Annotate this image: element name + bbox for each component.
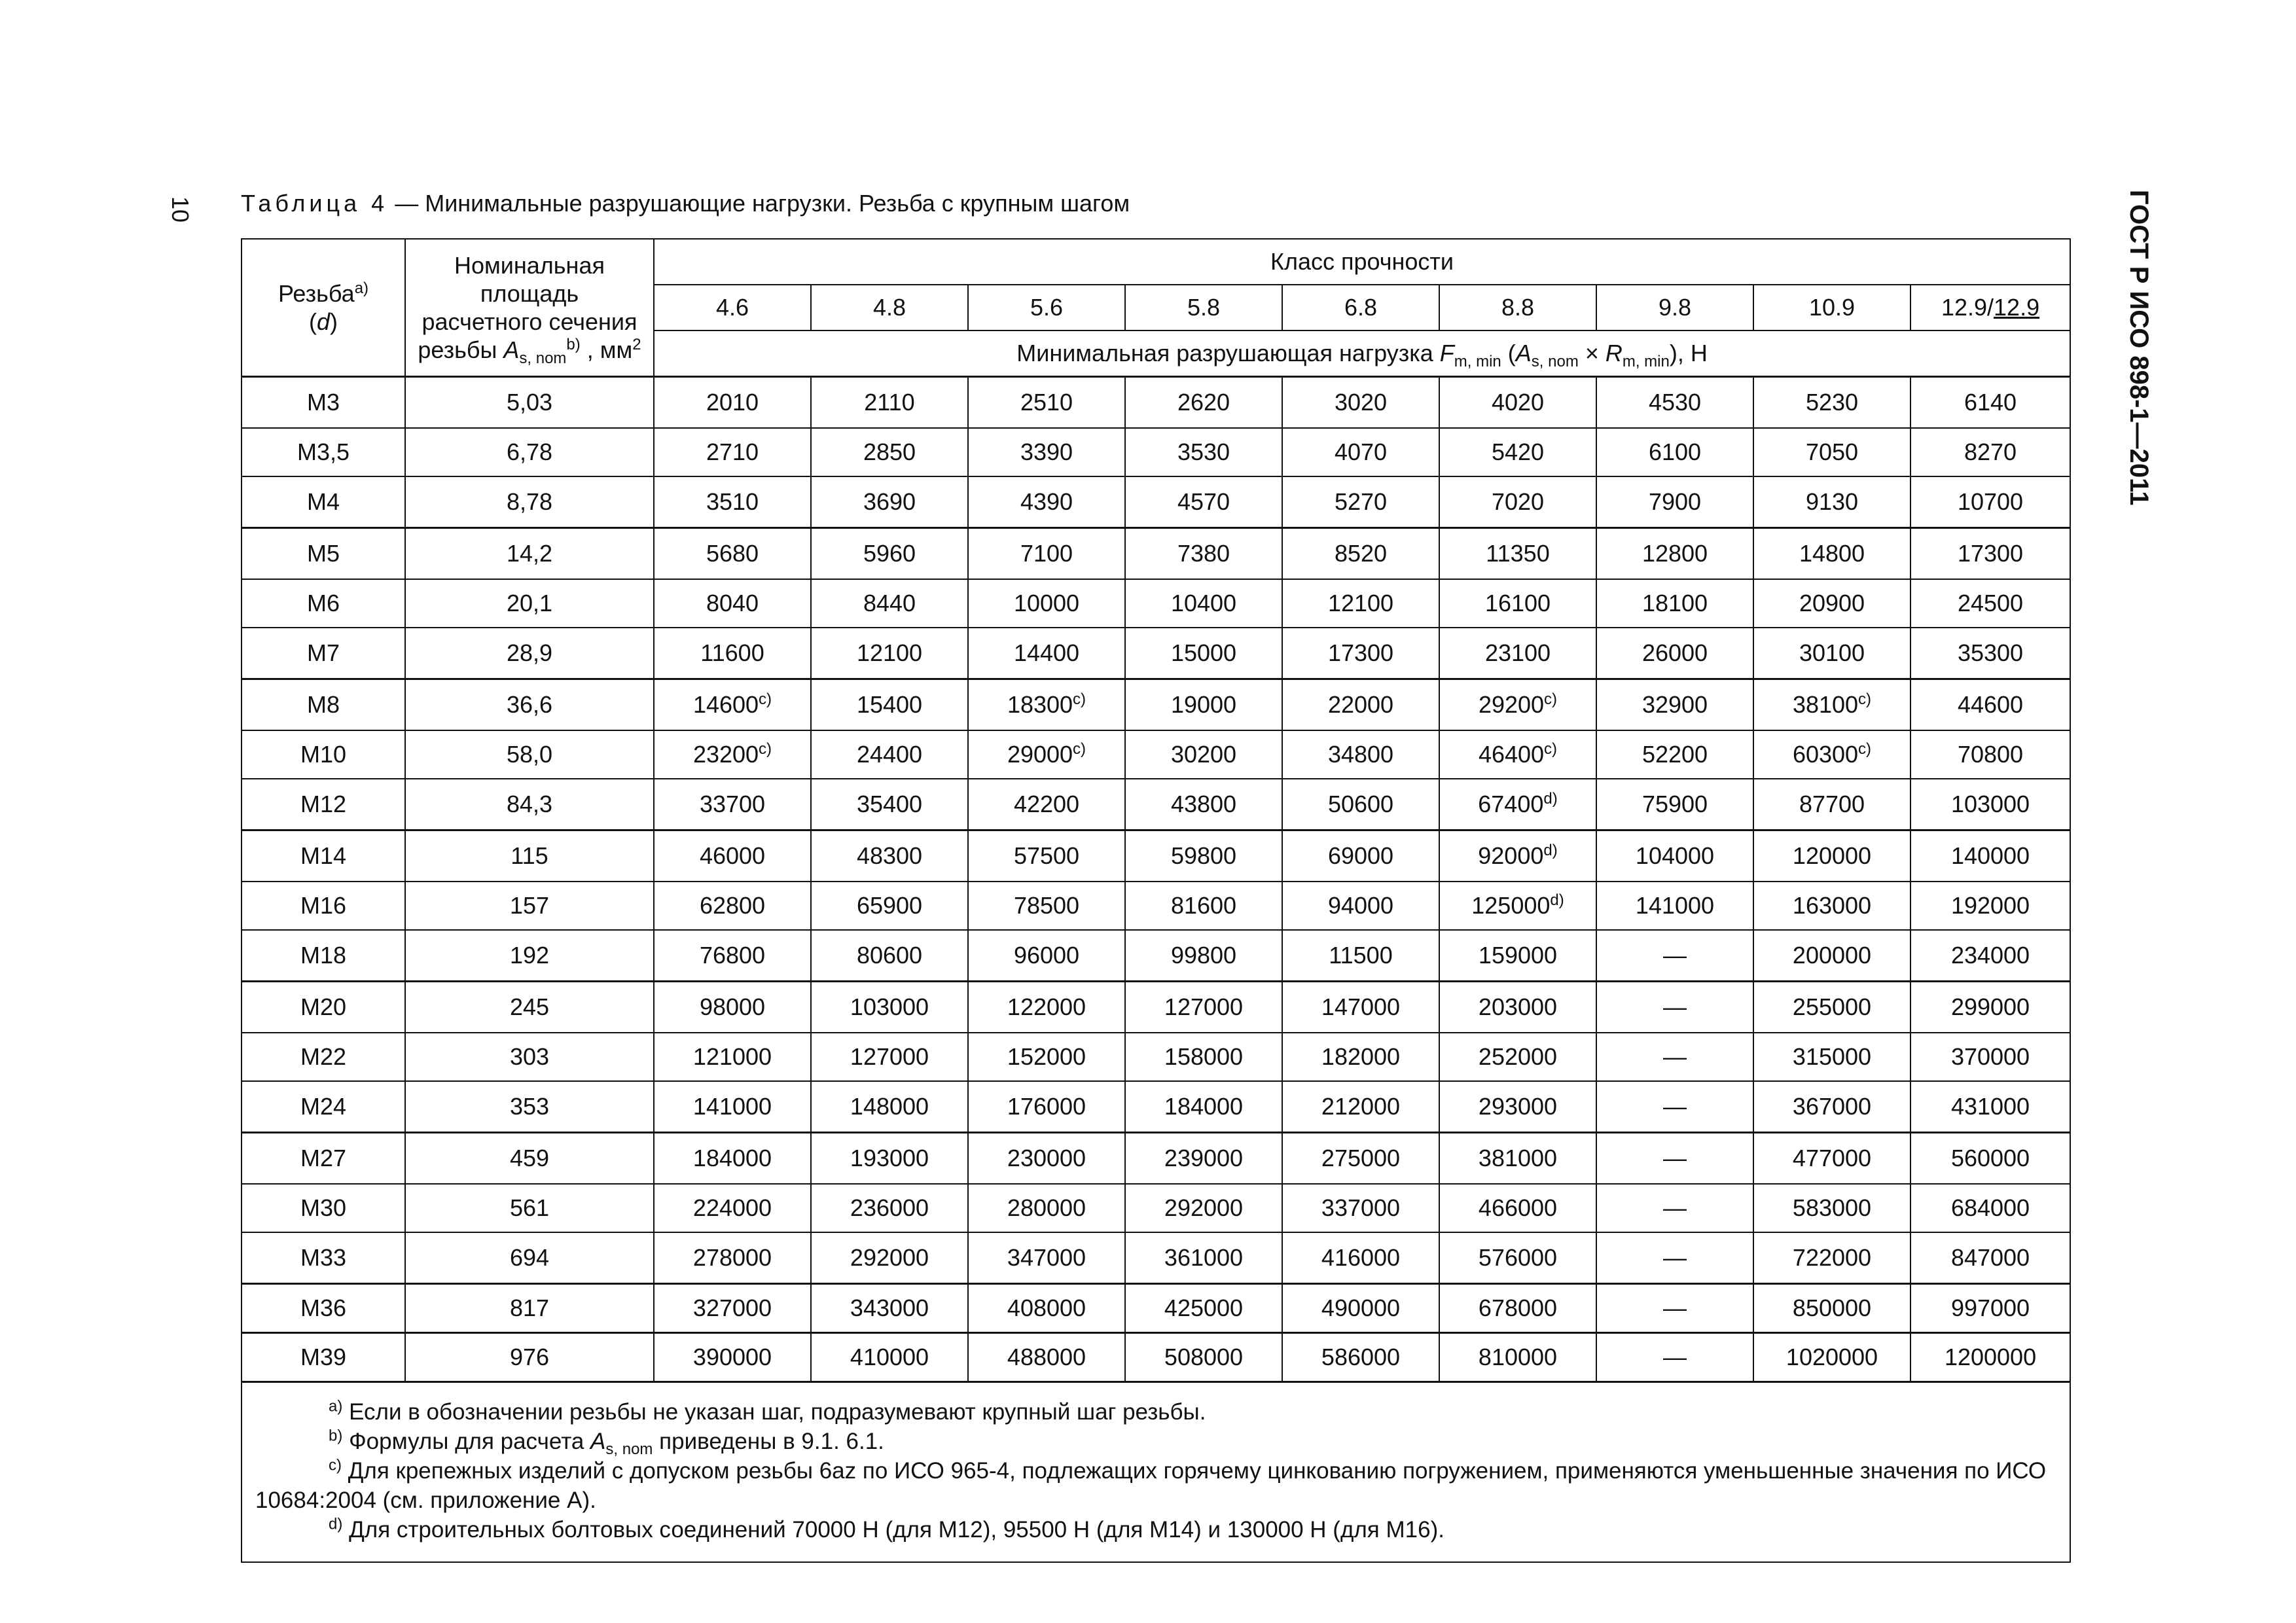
load-cell: 9130 — [1753, 476, 1910, 528]
load-cell: 44600 — [1910, 679, 2070, 731]
class-cell: 4.8 — [811, 285, 968, 330]
load-cell: 347000 — [968, 1232, 1125, 1284]
load-cell: 141000 — [1596, 882, 1753, 930]
load-cell: 33700 — [654, 779, 811, 830]
load-cell: 1020000 — [1753, 1333, 1910, 1382]
load-cell: 293000 — [1439, 1081, 1596, 1133]
load-cell: 34800 — [1282, 730, 1439, 779]
table-row — [242, 377, 2070, 429]
thread-cell: M36 — [242, 1284, 405, 1333]
load-cell: 847000 — [1910, 1232, 2070, 1284]
area-cell: 459 — [405, 1133, 654, 1185]
load-cell: 17300 — [1910, 528, 2070, 580]
load-cell: 70800 — [1910, 730, 2070, 779]
load-cell: 508000 — [1125, 1333, 1282, 1382]
table-row — [242, 628, 2070, 679]
load-cell: 152000 — [968, 1033, 1125, 1081]
load-cell: 3390 — [968, 428, 1125, 476]
load-cell: 42200 — [968, 779, 1125, 830]
load-cell: 850000 — [1753, 1284, 1910, 1333]
area-cell: 245 — [405, 982, 654, 1033]
thread-cell: M30 — [242, 1184, 405, 1232]
area-cell: 976 — [405, 1333, 654, 1382]
load-cell: 431000 — [1910, 1081, 2070, 1133]
load-cell: 230000 — [968, 1133, 1125, 1185]
area-cell: 353 — [405, 1081, 654, 1133]
load-cell: — — [1596, 1133, 1753, 1185]
load-cell: 20900 — [1753, 579, 1910, 628]
load-cell: 52200 — [1596, 730, 1753, 779]
load-cell: 46400$^{c)}$ — [1439, 730, 1596, 779]
load-cell: 38100$^{c)}$ — [1753, 679, 1910, 731]
load-cell: — — [1596, 1333, 1753, 1382]
load-cell: 127000 — [1125, 982, 1282, 1033]
caption-label: Таблица 4 — [241, 190, 389, 217]
load-cell: 15400 — [811, 679, 968, 731]
area-cell: 58,0 — [405, 730, 654, 779]
table-header — [242, 239, 2070, 377]
load-cell: 12100 — [811, 628, 968, 679]
load-cell: 103000 — [1910, 779, 2070, 830]
thread-header: Резьба$^{a)}$ (d) — [242, 239, 405, 377]
load-cell: 337000 — [1282, 1184, 1439, 1232]
load-cell: 6100 — [1596, 428, 1753, 476]
load-cell: 67400$^{d)}$ — [1439, 779, 1596, 830]
load-cell: 182000 — [1282, 1033, 1439, 1081]
load-cell: 5230 — [1753, 377, 1910, 429]
load-cell: 60300$^{c)}$ — [1753, 730, 1910, 779]
table-row — [242, 579, 2070, 628]
load-cell: 7020 — [1439, 476, 1596, 528]
table-row — [242, 730, 2070, 779]
thread-cell: M7 — [242, 628, 405, 679]
table-row — [242, 679, 2070, 731]
note-a: $^{a)}$ Если в обозначении резьбы не указан шаг, подразумевают крупный шаг резьбы. — [329, 1397, 1206, 1425]
table-row — [242, 1081, 2070, 1133]
load-cell: 94000 — [1282, 882, 1439, 930]
load-cell: 11500 — [1282, 930, 1439, 982]
load-cell: 5270 — [1282, 476, 1439, 528]
load-cell: 16100 — [1439, 579, 1596, 628]
load-cell: 12800 — [1596, 528, 1753, 580]
load-cell: 14400 — [968, 628, 1125, 679]
thread-cell: M22 — [242, 1033, 405, 1081]
area-cell: 694 — [405, 1232, 654, 1284]
load-cell: 3020 — [1282, 377, 1439, 429]
table-row — [242, 930, 2070, 982]
load-cell: 8520 — [1282, 528, 1439, 580]
load-cell: 1200000 — [1910, 1333, 2070, 1382]
load-cell: 239000 — [1125, 1133, 1282, 1185]
load-cell: 35300 — [1910, 628, 2070, 679]
caption-title: Минимальные разрушающие нагрузки. Резьба с крупным шагом — [425, 190, 1130, 217]
class-cell: 5.6 — [968, 285, 1125, 330]
thread-cell: M20 — [242, 982, 405, 1033]
table-caption — [241, 190, 1130, 217]
load-cell: 381000 — [1439, 1133, 1596, 1185]
load-cell: 367000 — [1753, 1081, 1910, 1133]
area-cell: 192 — [405, 930, 654, 982]
load-cell: 10700 — [1910, 476, 2070, 528]
load-cell: 576000 — [1439, 1232, 1596, 1284]
table-row — [242, 830, 2070, 882]
load-cell: 15000 — [1125, 628, 1282, 679]
table-row — [242, 476, 2070, 528]
load-cell: 3690 — [811, 476, 968, 528]
thread-symbol: d — [316, 308, 331, 335]
load-cell: 184000 — [654, 1133, 811, 1185]
load-cell: 280000 — [968, 1184, 1125, 1232]
thread-cell: M3,5 — [242, 428, 405, 476]
load-cell: 24500 — [1910, 579, 2070, 628]
load-cell: 184000 — [1125, 1081, 1282, 1133]
area-cell: 8,78 — [405, 476, 654, 528]
load-cell: 390000 — [654, 1333, 811, 1382]
load-cell: 2710 — [654, 428, 811, 476]
table-row — [242, 1232, 2070, 1284]
load-cell: 275000 — [1282, 1133, 1439, 1185]
area-cell: 6,78 — [405, 428, 654, 476]
load-cell: 99800 — [1125, 930, 1282, 982]
load-cell: 48300 — [811, 830, 968, 882]
load-cell: 11600 — [654, 628, 811, 679]
load-cell: 5960 — [811, 528, 968, 580]
thread-label: Резьба — [278, 279, 355, 307]
load-cell: 23100 — [1439, 628, 1596, 679]
class-cell: 9.8 — [1596, 285, 1753, 330]
load-cell: 408000 — [968, 1284, 1125, 1333]
load-cell: 810000 — [1439, 1333, 1596, 1382]
load-cell: 292000 — [811, 1232, 968, 1284]
load-cell: 200000 — [1753, 930, 1910, 982]
load-cell: 343000 — [811, 1284, 968, 1333]
load-cell: 147000 — [1282, 982, 1439, 1033]
load-cell: 125000$^{d)}$ — [1439, 882, 1596, 930]
load-cell: 87700 — [1753, 779, 1910, 830]
load-cell: 57500 — [968, 830, 1125, 882]
table-row — [242, 882, 2070, 930]
load-cell: 4570 — [1125, 476, 1282, 528]
load-cell: 159000 — [1439, 930, 1596, 982]
area-cell: 157 — [405, 882, 654, 930]
load-cell: — — [1596, 1081, 1753, 1133]
load-cell: 560000 — [1910, 1133, 2070, 1185]
class-cell: 10.9 — [1753, 285, 1910, 330]
load-cell: 80600 — [811, 930, 968, 982]
thread-cell: M16 — [242, 882, 405, 930]
load-cell: 18100 — [1596, 579, 1753, 628]
load-cell: 92000$^{d)}$ — [1439, 830, 1596, 882]
thread-cell: M18 — [242, 930, 405, 982]
load-cell: 278000 — [654, 1232, 811, 1284]
area-cell: 817 — [405, 1284, 654, 1333]
area-cell: 84,3 — [405, 779, 654, 830]
load-cell: 62800 — [654, 882, 811, 930]
load-cell: 192000 — [1910, 882, 2070, 930]
load-cell: 148000 — [811, 1081, 968, 1133]
load-cell: 98000 — [654, 982, 811, 1033]
load-cell: 315000 — [1753, 1033, 1910, 1081]
load-cell: 24400 — [811, 730, 968, 779]
load-cell: 59800 — [1125, 830, 1282, 882]
note-d: $^{d)}$ Для строительных болтовых соединений 70000 Н (для M12), 95500 Н (для M14) и 130000 Н (для M16). — [329, 1515, 1444, 1543]
area-cell: 20,1 — [405, 579, 654, 628]
area-cell: 303 — [405, 1033, 654, 1081]
load-cell: 5420 — [1439, 428, 1596, 476]
load-cell: 23200$^{c)}$ — [654, 730, 811, 779]
load-cell: 722000 — [1753, 1232, 1910, 1284]
load-cell: — — [1596, 1284, 1753, 1333]
load-cell: 140000 — [1910, 830, 2070, 882]
load-cell: 8040 — [654, 579, 811, 628]
load-cell: 14800 — [1753, 528, 1910, 580]
thread-cell: M12 — [242, 779, 405, 830]
load-cell: 30100 — [1753, 628, 1910, 679]
load-cell: 46000 — [654, 830, 811, 882]
load-cell: 8270 — [1910, 428, 2070, 476]
load-cell: 81600 — [1125, 882, 1282, 930]
load-cell: 43800 — [1125, 779, 1282, 830]
load-cell: 141000 — [654, 1081, 811, 1133]
load-cell: 678000 — [1439, 1284, 1596, 1333]
table-row — [242, 779, 2070, 830]
table-row — [242, 982, 2070, 1033]
load-cell: 997000 — [1910, 1284, 2070, 1333]
table-row — [242, 428, 2070, 476]
load-cell: 29000$^{c)}$ — [968, 730, 1125, 779]
load-cell: 3510 — [654, 476, 811, 528]
load-cell: 4390 — [968, 476, 1125, 528]
load-cell: 477000 — [1753, 1133, 1910, 1185]
breaking-load-table — [241, 238, 2071, 1563]
table-row — [242, 1033, 2070, 1081]
load-cell: 425000 — [1125, 1284, 1282, 1333]
load-cell: 586000 — [1282, 1333, 1439, 1382]
caption-dash: — — [388, 190, 425, 217]
load-cell: 176000 — [968, 1081, 1125, 1133]
load-cell: 10400 — [1125, 579, 1282, 628]
load-cell: 104000 — [1596, 830, 1753, 882]
load-cell: 4070 — [1282, 428, 1439, 476]
load-cell: — — [1596, 930, 1753, 982]
load-cell: 212000 — [1282, 1081, 1439, 1133]
load-cell: 96000 — [968, 930, 1125, 982]
load-cell: 466000 — [1439, 1184, 1596, 1232]
class-cell: 6.8 — [1282, 285, 1439, 330]
load-cell: — — [1596, 982, 1753, 1033]
load-cell: 410000 — [811, 1333, 968, 1382]
thread-cell: M24 — [242, 1081, 405, 1133]
standard-code: ГОСТ Р ИСО 898-1—2011 — [2125, 190, 2153, 506]
thread-cell: M39 — [242, 1333, 405, 1382]
load-cell: 29200$^{c)}$ — [1439, 679, 1596, 731]
load-cell: — — [1596, 1033, 1753, 1081]
area-cell: 115 — [405, 830, 654, 882]
load-cell: 2850 — [811, 428, 968, 476]
class-cell: 12.9/12.9 — [1910, 285, 2070, 330]
thread-cell: M33 — [242, 1232, 405, 1284]
thread-cell: M3 — [242, 377, 405, 429]
table-body — [242, 377, 2070, 1382]
thread-cell: M10 — [242, 730, 405, 779]
load-cell: 76800 — [654, 930, 811, 982]
load-cell: 490000 — [1282, 1284, 1439, 1333]
load-cell: 6140 — [1910, 377, 2070, 429]
area-cell: 5,03 — [405, 377, 654, 429]
load-cell: 22000 — [1282, 679, 1439, 731]
load-cell: 193000 — [811, 1133, 968, 1185]
load-cell: 35400 — [811, 779, 968, 830]
load-cell: 158000 — [1125, 1033, 1282, 1081]
thread-cell: M8 — [242, 679, 405, 731]
table-notes — [242, 1382, 2070, 1563]
load-cell: 224000 — [654, 1184, 811, 1232]
load-cell: 416000 — [1282, 1232, 1439, 1284]
load-cell: 127000 — [811, 1033, 968, 1081]
class-cell: 5.8 — [1125, 285, 1282, 330]
load-cell: 14600$^{c)}$ — [654, 679, 811, 731]
load-cell: 361000 — [1125, 1232, 1282, 1284]
load-cell: — — [1596, 1184, 1753, 1232]
load-cell: 583000 — [1753, 1184, 1910, 1232]
load-cell: 2620 — [1125, 377, 1282, 429]
thread-cell: M5 — [242, 528, 405, 580]
note-b: $^{b)}$ Формулы для расчета $A_{s, nom}$ приведены в 9.1. 6.1. — [329, 1427, 884, 1458]
load-cell: 5680 — [654, 528, 811, 580]
load-cell: 19000 — [1125, 679, 1282, 731]
class-cell: 4.6 — [654, 285, 811, 330]
load-cell: 255000 — [1753, 982, 1910, 1033]
area-cell: 36,6 — [405, 679, 654, 731]
table-row — [242, 1333, 2070, 1382]
class-cell: 8.8 — [1439, 285, 1596, 330]
load-cell: 11350 — [1439, 528, 1596, 580]
load-cell: 26000 — [1596, 628, 1753, 679]
table-row — [242, 1133, 2070, 1185]
load-cell: 8440 — [811, 579, 968, 628]
load-cell: 50600 — [1282, 779, 1439, 830]
load-cell: 75900 — [1596, 779, 1753, 830]
load-cell: 30200 — [1125, 730, 1282, 779]
thread-cell: M4 — [242, 476, 405, 528]
load-cell: 121000 — [654, 1033, 811, 1081]
page-number: 10 — [167, 196, 194, 223]
table-row — [242, 1184, 2070, 1232]
load-cell: 7050 — [1753, 428, 1910, 476]
load-cell: 120000 — [1753, 830, 1910, 882]
load-cell: 3530 — [1125, 428, 1282, 476]
load-cell: 684000 — [1910, 1184, 2070, 1232]
table-row — [242, 528, 2070, 580]
area-header: Номинальная площадь расчетного сечения резьбы $A_{s, nom}^{b)}$ , $мм^2$ — [405, 239, 654, 377]
load-cell: 18300$^{c)}$ — [968, 679, 1125, 731]
load-cell: 78500 — [968, 882, 1125, 930]
min-load-header: Минимальная разрушающая нагрузка $F_{m, min}$ $(A_{s, nom} \times R_{m, min})$, Н — [654, 330, 2070, 377]
note-c: $^{c)}$ Для крепежных изделий с допуском резьбы 6az по ИСО 965-4, подлежащих горячему цинкованию погружением, применяются уменьшенные значения по ИСО 10684:2004 (см. приложение А). — [255, 1456, 2047, 1513]
load-cell: 4530 — [1596, 377, 1753, 429]
load-cell: 10000 — [968, 579, 1125, 628]
load-cell: 488000 — [968, 1333, 1125, 1382]
load-cell: 65900 — [811, 882, 968, 930]
table-row — [242, 1284, 2070, 1333]
strength-class-header: Класс прочности — [654, 239, 2070, 285]
thread-cell: M27 — [242, 1133, 405, 1185]
load-cell: 7100 — [968, 528, 1125, 580]
load-cell: 4020 — [1439, 377, 1596, 429]
load-cell: 292000 — [1125, 1184, 1282, 1232]
load-cell: 7380 — [1125, 528, 1282, 580]
load-cell: 252000 — [1439, 1033, 1596, 1081]
load-cell: 236000 — [811, 1184, 968, 1232]
load-cell: 7900 — [1596, 476, 1753, 528]
load-cell: 2510 — [968, 377, 1125, 429]
load-cell: 103000 — [811, 982, 968, 1033]
thread-cell: M14 — [242, 830, 405, 882]
area-cell: 28,9 — [405, 628, 654, 679]
load-cell: 69000 — [1282, 830, 1439, 882]
thread-cell: M6 — [242, 579, 405, 628]
load-cell: 163000 — [1753, 882, 1910, 930]
load-cell: 370000 — [1910, 1033, 2070, 1081]
area-cell: 14,2 — [405, 528, 654, 580]
area-cell: 561 — [405, 1184, 654, 1232]
load-cell: 12100 — [1282, 579, 1439, 628]
load-cell: 327000 — [654, 1284, 811, 1333]
load-cell: 234000 — [1910, 930, 2070, 982]
load-cell: 2110 — [811, 377, 968, 429]
load-cell: 2010 — [654, 377, 811, 429]
load-cell: 299000 — [1910, 982, 2070, 1033]
load-cell: — — [1596, 1232, 1753, 1284]
load-cell: 122000 — [968, 982, 1125, 1033]
load-cell: 203000 — [1439, 982, 1596, 1033]
load-cell: 17300 — [1282, 628, 1439, 679]
load-cell: 32900 — [1596, 679, 1753, 731]
